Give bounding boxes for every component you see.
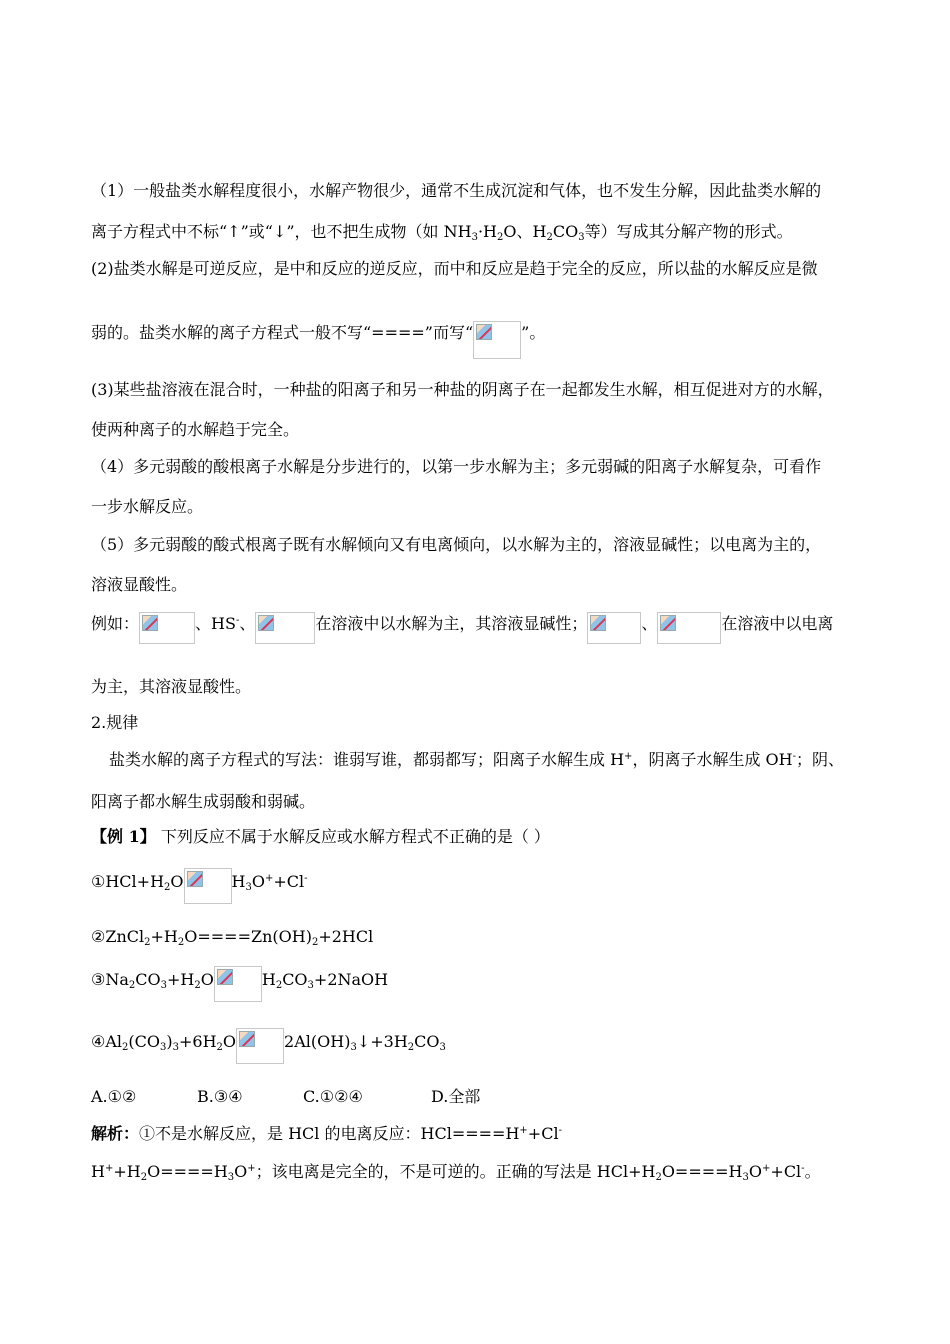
text: ”。 — [521, 323, 546, 342]
answer-options — [91, 1087, 480, 1107]
ion-formula-image-icon — [657, 612, 721, 644]
text: ) — [166, 1032, 173, 1051]
text: (CO — [128, 1032, 160, 1051]
section-title — [91, 713, 138, 733]
text: +6H — [179, 1032, 217, 1051]
subscript: 3 — [742, 1172, 749, 1183]
text: +2HCl — [318, 927, 374, 946]
text: 等）写成其分解产物的形式。 — [584, 222, 793, 241]
ion-formula-image-icon — [587, 612, 641, 644]
analysis-label: 解析： — [91, 1124, 140, 1143]
subscript: 3 — [160, 1042, 167, 1053]
text: +H — [150, 927, 178, 946]
paragraph-4-line-1 — [91, 457, 821, 477]
subscript: 2 — [122, 1042, 129, 1053]
text: 2Al(OH) — [284, 1032, 351, 1051]
text: 、 — [641, 614, 658, 633]
superscript: + — [624, 751, 633, 762]
text: +2NaOH — [313, 970, 389, 989]
text: CO — [414, 1032, 440, 1051]
reversible-arrow-image-icon — [236, 1028, 284, 1064]
option-a: A.①② — [91, 1087, 137, 1106]
text: 在溶液中以电离 — [721, 614, 834, 633]
text: 盐类水解的离子方程式的写法：谁弱写谁，都弱都写；阳离子水解生成 H — [109, 750, 625, 769]
text: O====H — [661, 1162, 743, 1181]
text: 在溶液中以水解为主，其溶液显碱性； — [315, 614, 588, 633]
superscript: - — [792, 751, 796, 762]
paragraph-2-line-1 — [91, 259, 818, 279]
subscript: 2 — [546, 232, 553, 243]
text: +H — [167, 970, 195, 989]
text: CO — [135, 970, 161, 989]
reaction-2 — [91, 927, 373, 947]
text: （4）多元弱酸的酸根离子水解是分步进行的，以第一步水解为主；多元弱碱的阳离子水解复杂，可看作 — [91, 457, 822, 476]
superscript: - — [235, 615, 240, 626]
paragraph-1-line-2 — [91, 222, 793, 242]
text: ①HCl+H — [91, 872, 165, 891]
text: ②ZnCl — [91, 927, 145, 946]
rule-line-2 — [91, 792, 315, 812]
ion-formula-image-icon — [255, 612, 315, 644]
text: ·H — [477, 222, 497, 241]
subscript: 2 — [194, 980, 201, 991]
text: +Cl — [273, 872, 305, 891]
subscript: 3 — [471, 232, 478, 243]
text: O====H — [147, 1162, 228, 1181]
analysis-line-1 — [91, 1124, 562, 1144]
paragraph-3-line-2 — [91, 420, 299, 440]
paragraph-4-line-2 — [91, 497, 203, 517]
reversible-arrow-image-icon — [214, 966, 262, 1002]
subscript: 3 — [578, 232, 585, 243]
superscript: - — [558, 1125, 562, 1136]
superscript: + — [519, 1125, 528, 1136]
text: （5）多元弱酸的酸式根离子既有水解倾向又有电离倾向，以水解为主的，溶液显碱性；以电离为主的， — [91, 535, 822, 554]
option-b: B.③④ — [197, 1087, 243, 1106]
text: 一步水解反应。 — [91, 497, 204, 516]
text: H — [231, 872, 246, 891]
text: ；阴、 — [796, 750, 845, 769]
reaction-3 — [91, 970, 388, 1002]
text: 离子方程式中不标“↑”或“↓”，也不把生成物（如 NH — [91, 222, 472, 241]
subscript: 2 — [655, 1172, 662, 1183]
text: 下列反应不属于水解反应或水解方程式不正确的是（ ） — [160, 827, 550, 846]
text: ；该电离是完全的，不是可逆的。正确的写法是 HCl+H — [255, 1162, 656, 1181]
text: CO — [282, 970, 308, 989]
reversible-arrow-image-icon — [184, 868, 232, 904]
text: 、 — [239, 614, 256, 633]
text: 2.规律 — [91, 713, 139, 732]
text: O — [234, 1162, 248, 1181]
subscript: 3 — [350, 1042, 357, 1053]
text: ③Na — [91, 970, 129, 989]
subscript: 2 — [275, 980, 283, 991]
subscript: 3 — [307, 980, 314, 991]
superscript: - — [304, 873, 308, 884]
subscript: 2 — [144, 937, 151, 948]
text: (3)某些盐溶液在混合时，一种盐的阳离子和另一种盐的阴离子在一起都发生水解，相互促进对方的水解， — [91, 380, 834, 399]
text: ①不是水解反应，是 HCl 的电离反应：HCl====H — [139, 1124, 520, 1143]
paragraph-2-line-2 — [91, 323, 545, 359]
text: 溶液显酸性。 — [91, 575, 188, 594]
paragraph-5-line-2 — [91, 575, 187, 595]
superscript: - — [801, 1163, 805, 1174]
subscript: 3 — [245, 882, 252, 893]
paragraph-5-line-1 — [91, 535, 821, 555]
text: O====Zn(OH) — [184, 927, 312, 946]
text: H — [91, 1162, 105, 1181]
text: 弱的。盐类水解的离子方程式一般不写“====”而写“ — [91, 323, 474, 342]
reaction-4 — [91, 1032, 446, 1064]
text: O — [251, 872, 265, 891]
reversible-arrow-image-icon — [473, 321, 521, 359]
text: ，阴离子水解生成 OH — [632, 750, 793, 769]
subscript: 3 — [172, 1042, 179, 1053]
subscript: 2 — [140, 1172, 148, 1183]
text: ④Al — [91, 1032, 123, 1051]
option-d: D.全部 — [431, 1087, 481, 1106]
rule-line-1 — [109, 750, 844, 770]
text: 阳离子都水解生成弱酸和弱碱。 — [91, 792, 316, 811]
paragraph-1-line-1 — [91, 181, 821, 201]
reaction-1 — [91, 872, 308, 904]
text: O — [748, 1162, 763, 1181]
subscript: 3 — [439, 1042, 446, 1053]
text: 例如： — [91, 614, 140, 633]
superscript: + — [264, 873, 274, 884]
text: 、HS — [195, 614, 236, 633]
text: 为主，其溶液显酸性。 — [91, 677, 252, 696]
text: O、H — [503, 222, 547, 241]
subscript: 3 — [160, 980, 167, 991]
text: ↓+3H — [356, 1032, 408, 1051]
text: O — [222, 1032, 237, 1051]
superscript: + — [247, 1163, 256, 1174]
subscript: 2 — [497, 232, 504, 243]
subscript: 2 — [216, 1042, 223, 1053]
text: （1）一般盐类水解程度很小，水解产物很少，通常不生成沉淀和气体，也不发生分解，因此盐类水解的 — [91, 181, 822, 200]
superscript: + — [104, 1163, 114, 1174]
subscript: 2 — [128, 980, 136, 991]
text: +H — [113, 1162, 141, 1181]
subscript: 3 — [227, 1172, 235, 1183]
text: O — [170, 872, 184, 891]
text: +Cl — [770, 1162, 802, 1181]
paragraph-3-line-1 — [91, 380, 834, 400]
text: O — [200, 970, 214, 989]
text: (2)盐类水解是可逆反应，是中和反应的逆反应，而中和反应是趋于完全的反应，所以盐的水解反应是微 — [91, 259, 818, 278]
superscript: + — [762, 1163, 771, 1174]
subscript: 2 — [164, 882, 171, 893]
subscript: 2 — [311, 937, 319, 948]
example-question — [91, 827, 550, 847]
text: H — [261, 970, 276, 989]
text: +Cl — [527, 1124, 559, 1143]
text: 。 — [804, 1162, 821, 1181]
subscript: 2 — [177, 937, 185, 948]
example-line-2 — [91, 677, 251, 697]
example-line-1 — [91, 614, 833, 644]
analysis-line-2 — [91, 1162, 821, 1182]
question-label: 【例 1】 — [91, 827, 156, 846]
subscript: 2 — [407, 1042, 415, 1053]
text: CO — [552, 222, 579, 241]
option-c: C.①②④ — [303, 1087, 363, 1106]
text: 使两种离子的水解趋于完全。 — [91, 420, 300, 439]
ion-formula-image-icon — [139, 612, 195, 644]
